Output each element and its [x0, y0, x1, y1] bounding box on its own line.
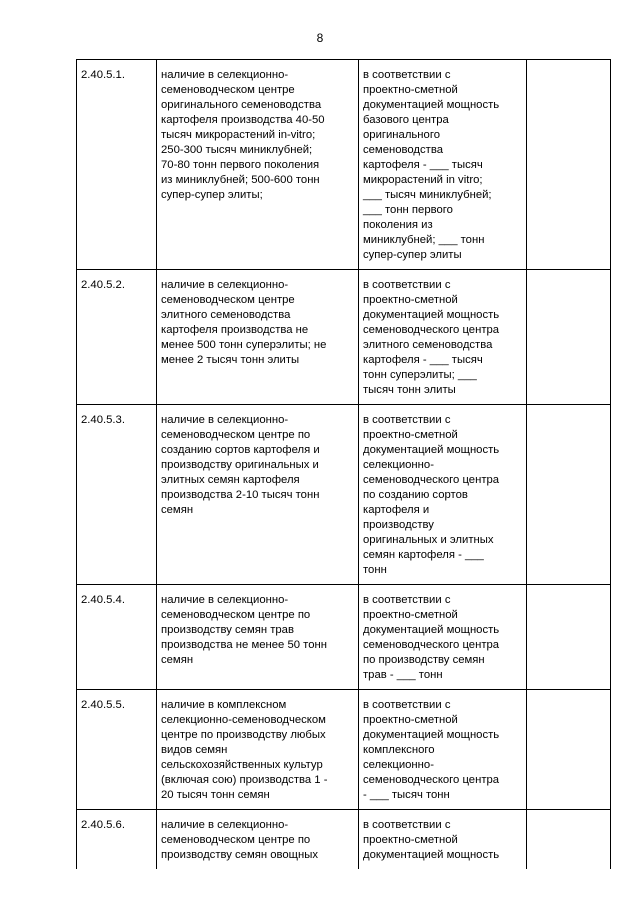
row-extra	[527, 405, 611, 585]
row-requirement: в соответствии с проектно-сметной документацией мощность селекционно- семеноводческого центра по созданию сортов картофеля и производству оригинальных и элитных семян картофеля - ___ тонн	[359, 405, 527, 585]
row-extra	[527, 810, 611, 870]
row-description: наличие в селекционно- семеноводческом центре по производству семян трав производства не менее 50 тонн семян	[157, 585, 359, 690]
row-description: наличие в комплексном селекционно-семеноводческом центре по производству любых видов семян сельскохозяйственных культур (включая сою) производства 1 - 20 тысяч тонн семян	[157, 690, 359, 810]
row-description: наличие в селекционно- семеноводческом центре по производству семян овощных	[157, 810, 359, 870]
table-row	[77, 405, 611, 585]
table-row	[77, 270, 611, 405]
table-row	[77, 690, 611, 810]
row-extra	[527, 585, 611, 690]
row-requirement: в соответствии с проектно-сметной документацией мощность базового центра оригинального семеноводства картофеля - ___ тысяч микрорастений in vitro; ___ тысяч миниклубней; ___ тонн первого поколения из миниклубней; ___ тонн супер-супер элиты	[359, 60, 527, 270]
row-extra	[527, 270, 611, 405]
row-number: 2.40.5.5.	[77, 690, 157, 810]
row-number: 2.40.5.2.	[77, 270, 157, 405]
table-row	[77, 585, 611, 690]
row-description: наличие в селекционно- семеноводческом центре элитного семеноводства картофеля производства не менее 500 тонн суперэлиты; не менее 2 тысяч тонн элиты	[157, 270, 359, 405]
row-number: 2.40.5.1.	[77, 60, 157, 270]
row-number: 2.40.5.3.	[77, 405, 157, 585]
row-extra	[527, 60, 611, 270]
table-row	[77, 810, 611, 870]
row-requirement: в соответствии с проектно-сметной документацией мощность	[359, 810, 527, 870]
row-number: 2.40.5.6.	[77, 810, 157, 870]
table-row	[77, 60, 611, 270]
row-requirement: в соответствии с проектно-сметной документацией мощность комплексного селекционно- семеноводческого центра - ___ тысяч тонн	[359, 690, 527, 810]
page-number: 8	[316, 31, 324, 45]
row-description: наличие в селекционно- семеноводческом центре по созданию сортов картофеля и производству оригинальных и элитных семян картофеля производства 2-10 тысяч тонн семян	[157, 405, 359, 585]
row-number: 2.40.5.4.	[77, 585, 157, 690]
row-requirement: в соответствии с проектно-сметной документацией мощность семеноводческого центра элитного семеноводства картофеля - ___ тысяч тонн суперэлиты; ___ тысяч тонн элиты	[359, 270, 527, 405]
row-requirement: в соответствии с проектно-сметной документацией мощность семеноводческого центра по производству семян трав - ___ тонн	[359, 585, 527, 690]
row-extra	[527, 690, 611, 810]
row-description: наличие в селекционно- семеноводческом центре оригинального семеноводства картофеля производства 40-50 тысяч микрорастений in-vitro; 250-300 тысяч миниклубней; 70-80 тонн первого поколения из миниклубней; 500-600 тонн супер-супер элиты;	[157, 60, 359, 270]
requirements-table	[76, 59, 611, 869]
